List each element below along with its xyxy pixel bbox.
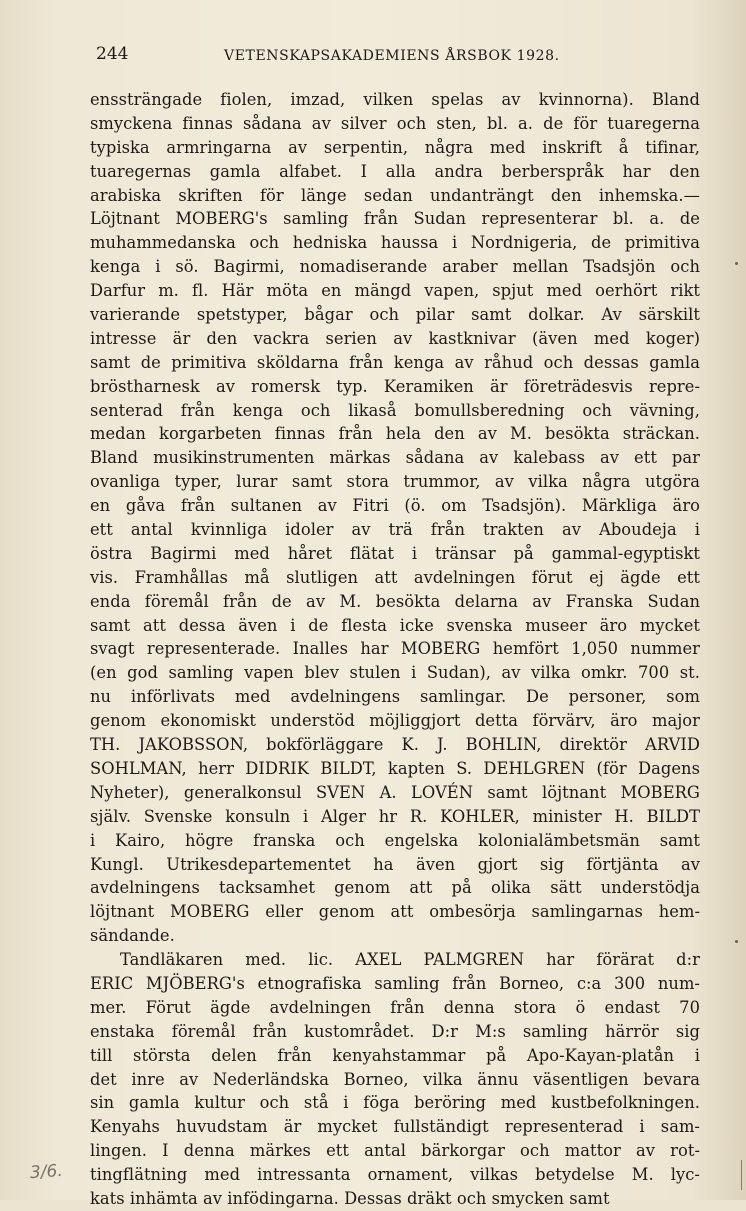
text-line: muhammedanska och hedniska haussa i Nordnigeria, de primitiva: [90, 233, 700, 253]
text-line: typiska armringarna av serpentin, några med inskrift å tifinar,: [90, 137, 700, 157]
text-line: sin gamla kultur och stå i föga beröring med kustbefolkningen.: [90, 1093, 700, 1113]
text-line: löjtnant MOBERG eller genom att ombesörja samlingarnas hem-: [90, 902, 700, 922]
text-line: genom ekonomiskt understöd möjliggjort detta förvärv, äro major: [90, 711, 700, 731]
text-line: Nyheter), generalkonsul SVEN A. LOVÉN samt löjtnant MOBERG: [90, 782, 700, 802]
page-edge-mark: [741, 1160, 742, 1190]
text-line: ett antal kvinnliga idoler av trä från trakten av Aboudeja i: [90, 520, 700, 540]
text-line: tingflätning med intressanta ornament, vilkas betydelse M. lyc-: [90, 1165, 700, 1185]
handwritten-margin-note: 3/6.: [29, 1160, 64, 1184]
page-speck: [735, 940, 738, 943]
text-line: sändande.: [90, 926, 175, 946]
text-line: Löjtnant MOBERG's samling från Sudan representerar bl. a. de: [90, 209, 700, 229]
text-line: senterad från kenga och likaså bomullsberedning och vävning,: [90, 400, 700, 420]
text-line: östra Bagirmi med håret flätat i tränsar på gammal-egyptiskt: [90, 543, 700, 563]
text-line: kats inhämta av infödingarna. Dessas dräkt och smycken samt: [90, 1188, 610, 1208]
text-line: till största delen från kenyahstammar på Apo-Kayan-platån i: [90, 1045, 700, 1065]
text-line: i Kairo, högre franska och engelska kolonialämbetsmän samt: [90, 830, 700, 850]
text-line: det inre av Nederländska Borneo, vilka ännu väsentligen bevara: [90, 1069, 700, 1089]
text-line: nu införlivats med avdelningens samlingar. De personer, som: [90, 687, 700, 707]
text-line: SOHLMAN, herr DIDRIK BILDT, kapten S. DEHLGREN (för Dagens: [90, 758, 700, 778]
page-speck: [735, 262, 738, 265]
text-line: kenga i sö. Bagirmi, nomadiserande araber mellan Tsadsjön och: [90, 257, 700, 277]
text-line: tuaregernas gamla alfabet. I alla andra berberspråk har den: [90, 161, 700, 181]
text-line: smyckena finnas sådana av silver och sten, bl. a. de för tuaregerna: [90, 113, 700, 133]
text-line: svagt representerade. Inalles har MOBERG hemfört 1,050 nummer: [90, 639, 700, 659]
text-line: bröstharnesk av romersk typ. Keramiken är företrädesvis repre-: [90, 376, 700, 396]
text-line: vis. Framhållas må slutligen att avdelningen förut ej ägde ett: [90, 567, 700, 587]
text-line: ERIC MJÖBERG's etnografiska samling från Borneo, c:a 300 num-: [90, 973, 700, 993]
page-number: 244: [96, 44, 129, 64]
text-line: enssträngade fiolen, imzad, vilken spelas av kvinnorna). Bland: [90, 90, 700, 109]
text-line: samt de primitiva sköldarna från kenga av råhud och dessas gamla: [90, 352, 700, 372]
running-head: VETENSKAPSAKADEMIENS ÅRSBOK 1928.: [224, 48, 560, 64]
text-line: samt att dessa även i de flesta icke svenska museer äro mycket: [90, 615, 700, 635]
text-line: lingen. I denna märkes ett antal bärkorgar och mattor av rot-: [90, 1141, 700, 1161]
text-line: arabiska skriften för länge sedan undanträngt den inhemska.—: [90, 185, 700, 205]
text-line: Kenyahs huvudstam är mycket fullständigt representerad i sam-: [90, 1117, 700, 1137]
text-line: en gåva från sultanen av Fitri (ö. om Tsadsjön). Märkliga äro: [90, 496, 700, 516]
body-text: [90, 88, 700, 1211]
text-line: Tandläkaren med. lic. AXEL PALMGREN har förärat d:r: [120, 950, 700, 970]
text-line: mer. Förut ägde avdelningen från denna stora ö endast 70: [90, 997, 700, 1017]
text-line: själv. Svenske konsuln i Alger hr R. KOHLER, minister H. BILDT: [90, 806, 700, 826]
page-header: [96, 44, 696, 70]
text-line: enstaka föremål från kustområdet. D:r M:s samling härrör sig: [90, 1021, 700, 1041]
text-line: TH. JAKOBSSON, bokförläggare K. J. BOHLIN, direktör ARVID: [90, 735, 700, 755]
text-line: avdelningens tacksamhet genom att på olika sätt understödja: [90, 878, 700, 898]
text-line: (en god samling vapen blev stulen i Sudan), av vilka omkr. 700 st.: [90, 663, 700, 683]
text-line: enda föremål från de av M. besökta delarna av Franska Sudan: [90, 591, 700, 611]
text-line: varierande spetstyper, bågar och pilar samt dolkar. Av särskilt: [90, 305, 700, 325]
text-line: intresse är den vackra serien av kastknivar (även med koger): [90, 328, 700, 348]
text-line: medan korgarbeten finnas från hela den av M. besökta sträckan.: [90, 424, 700, 444]
text-line: Kungl. Utrikesdepartementet ha även gjort sig förtjänta av: [90, 854, 700, 874]
text-line: ovanliga typer, lurar samt stora trummor, av vilka några utgöra: [90, 472, 700, 492]
text-line: Bland musikinstrumenten märkas sådana av kalebass av ett par: [90, 448, 700, 468]
text-line: Darfur m. fl. Här möta en mängd vapen, spjut med oerhört rikt: [90, 281, 700, 301]
